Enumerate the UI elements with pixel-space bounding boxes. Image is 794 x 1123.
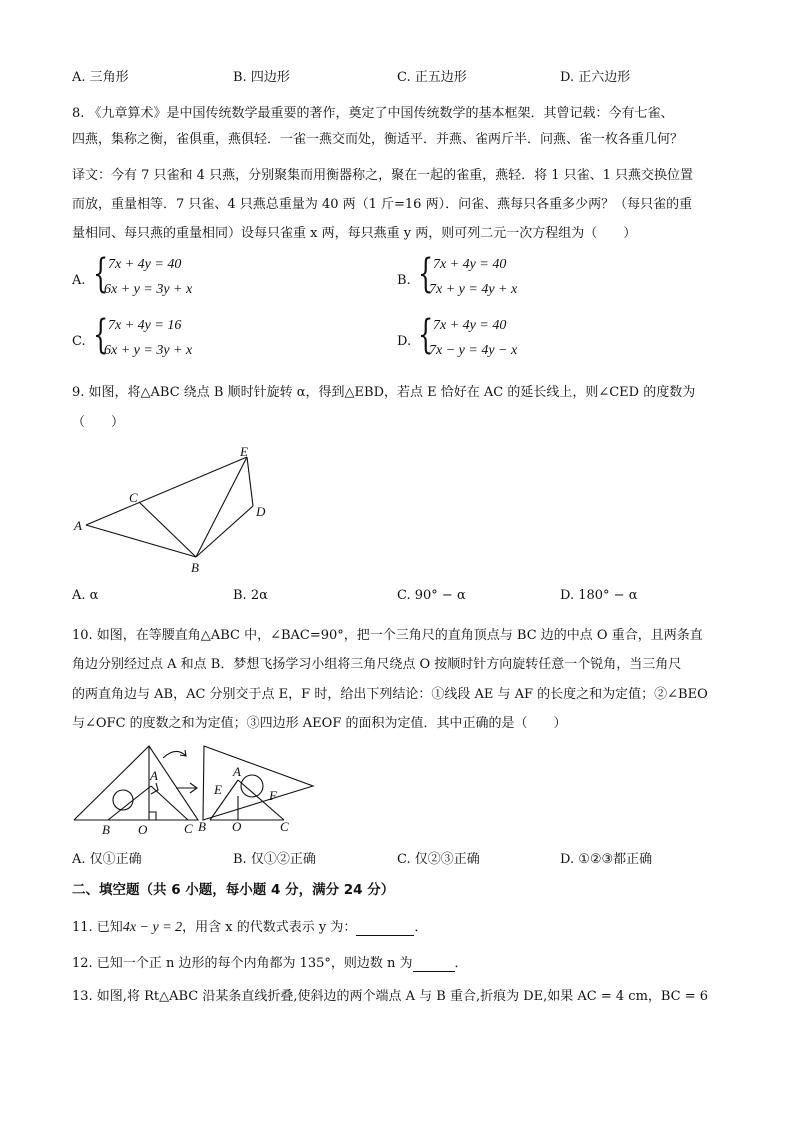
- brace-icon: {: [93, 251, 109, 297]
- q8-line-4: 而放，重量相等．7 只雀、4 只燕总重量为 40 两（1 斤=16 两）．问雀、燕每只各重多少两？（每只雀的重: [72, 197, 693, 212]
- brace-icon: {: [418, 251, 434, 297]
- fig1-label-b: B: [102, 822, 110, 837]
- q10-option-b: B. 仅①②正确: [233, 852, 316, 867]
- q8-option-c-eq2: 6x + y = 3y + x: [104, 343, 193, 358]
- line-ae: [86, 457, 247, 525]
- q8-option-d-label: D.: [397, 334, 412, 349]
- q8-option-a-label: A.: [72, 273, 86, 288]
- q8-option-b-eq1: 7x + 4y = 40: [433, 257, 507, 272]
- q12-end: ．: [454, 956, 468, 971]
- q9-option-b: B. 2α: [233, 588, 268, 603]
- q11-answer-blank[interactable]: [356, 920, 414, 936]
- q9-label-d: D: [256, 504, 266, 519]
- q8-option-c-eq1: 7x + 4y = 16: [108, 318, 182, 333]
- q8-line-5: 量相同、每只燕的重量相同）设每只雀重 x 两，每只燕重 y 两，则可列二元一次方程组为（ ）: [72, 226, 637, 241]
- q10-line-1: 10. 如图，在等腰直角△ABC 中，∠BAC=90°，把一个三角尺的直角顶点与 BC 边的中点 O 重合，且两条直: [72, 628, 703, 643]
- line-db: [196, 506, 253, 557]
- q9-option-c: C. 90° − α: [397, 588, 466, 603]
- q7-option-a: A. 三角形: [72, 70, 129, 85]
- line-ed: [247, 457, 253, 506]
- q9-label-a: A: [74, 518, 82, 533]
- q8-line-2: 四燕，集称之衡，雀俱重，燕俱轻．一雀一燕交而处，衡适平．并燕、雀两斤半．问燕、雀一枚各重几何？: [72, 132, 684, 147]
- q9-label-b: B: [191, 560, 199, 575]
- rotate-arrow-icon: [163, 751, 186, 758]
- q10-line-2: 角边分别经过点 A 和点 B．梦想飞扬学习小组将三角尺绕点 O 按顺时针方向旋转任意一个锐角，当三角尺: [72, 657, 682, 672]
- q11-prefix: 11. 已知: [72, 920, 123, 935]
- q8-line-1: 8. 《九章算术》是中国传统数学最重要的著作，奠定了中国传统数学的基本框架．其曾记载：今有七雀、: [72, 106, 674, 121]
- fig2-label-e: E: [214, 782, 222, 797]
- q9-label-e: E: [240, 444, 248, 459]
- q8-option-b-eq2: 7x + y = 4y + x: [429, 282, 518, 297]
- q7-option-c: C. 正五边形: [397, 70, 467, 85]
- fig2-label-o: O: [232, 819, 242, 834]
- q8-option-c-label: C.: [72, 334, 86, 349]
- q10-line-3: 的两直角边与 AB，AC 分别交于点 E，F 时，给出下列结论：①线段 AE 与 AF 的长度之和为定值；②∠BEO: [72, 687, 708, 702]
- q9-label-c: C: [129, 490, 138, 505]
- q9-option-a: A. α: [72, 588, 99, 603]
- q9-figure: [66, 440, 286, 580]
- q8-option-a-eq1: 7x + 4y = 40: [108, 257, 182, 272]
- fig1-label-o: O: [138, 822, 148, 837]
- fig1-triangle-ruler: [74, 746, 198, 820]
- q13-line-1: 13. 如图,将 Rt△ABC 沿某条直线折叠,使斜边的两个端点 A 与 B 重合,折痕为 DE,如果 AC = 4 cm，BC = 6: [72, 989, 709, 1004]
- q9-option-d: D. 180° − α: [560, 588, 638, 603]
- q12-answer-blank[interactable]: [413, 956, 455, 972]
- q9-line-2: （ ）: [72, 415, 125, 430]
- q7-option-d: D. 正六边形: [560, 70, 631, 85]
- fig1-hole-circle: [113, 790, 133, 810]
- brace-icon: {: [418, 312, 434, 358]
- q7-option-b: B. 四边形: [233, 70, 290, 85]
- fig1-line-ba: [108, 786, 151, 820]
- fig1-label-c: C: [184, 821, 193, 836]
- fig2-label-c: C: [280, 819, 289, 834]
- q10-option-d: D. ①②③都正确: [560, 852, 653, 867]
- q11-equation: 4x − y = 2: [122, 920, 183, 935]
- q12-text: 12. 已知一个正 n 边形的每个内角都为 135°，则边数 n 为: [72, 956, 413, 971]
- q10-line-4: 与∠OFC 的度数之和为定值；③四边形 AEOF 的面积为定值．其中正确的是（ ）: [72, 716, 567, 731]
- fig1-right-angle-mark: [149, 812, 156, 820]
- fig1-label-a: A: [150, 768, 158, 783]
- q8-option-b-label: B.: [397, 273, 411, 288]
- section-heading: 二、填空题（共 6 小题，每小题 4 分，满分 24 分）: [72, 882, 395, 898]
- q11-end: ．: [414, 920, 428, 935]
- fig2-label-b: B: [198, 819, 206, 834]
- fig2-label-f: F: [269, 788, 277, 803]
- fig2-label-a: A: [233, 764, 241, 779]
- q11-mid: ，用含 x 的代数式表示 y 为：: [182, 920, 357, 935]
- q10-option-c: C. 仅②③正确: [397, 852, 480, 867]
- q10-option-a: A. 仅①正确: [72, 852, 142, 867]
- q10-figure: [66, 738, 326, 842]
- line-eb: [196, 457, 247, 557]
- fig2-line-ac: [238, 780, 284, 820]
- q9-line-1: 9. 如图，将△ABC 绕点 B 顺时针旋转 α，得到△EBD，若点 E 恰好在 AC 的延长线上，则∠CED 的度数为: [72, 385, 696, 400]
- q8-option-d-eq1: 7x + 4y = 40: [433, 318, 507, 333]
- brace-icon: {: [93, 312, 109, 358]
- q12: [72, 952, 468, 972]
- q8-option-d-eq2: 7x − y = 4y − x: [429, 343, 518, 358]
- q8-option-a-eq2: 6x + y = 3y + x: [104, 282, 193, 297]
- q11: [72, 916, 427, 936]
- q8-line-3: 译文：今有 7 只雀和 4 只燕，分别聚集而用衡器称之，聚在一起的雀重，燕轻．将 1 只雀、1 只燕交换位置: [72, 168, 694, 183]
